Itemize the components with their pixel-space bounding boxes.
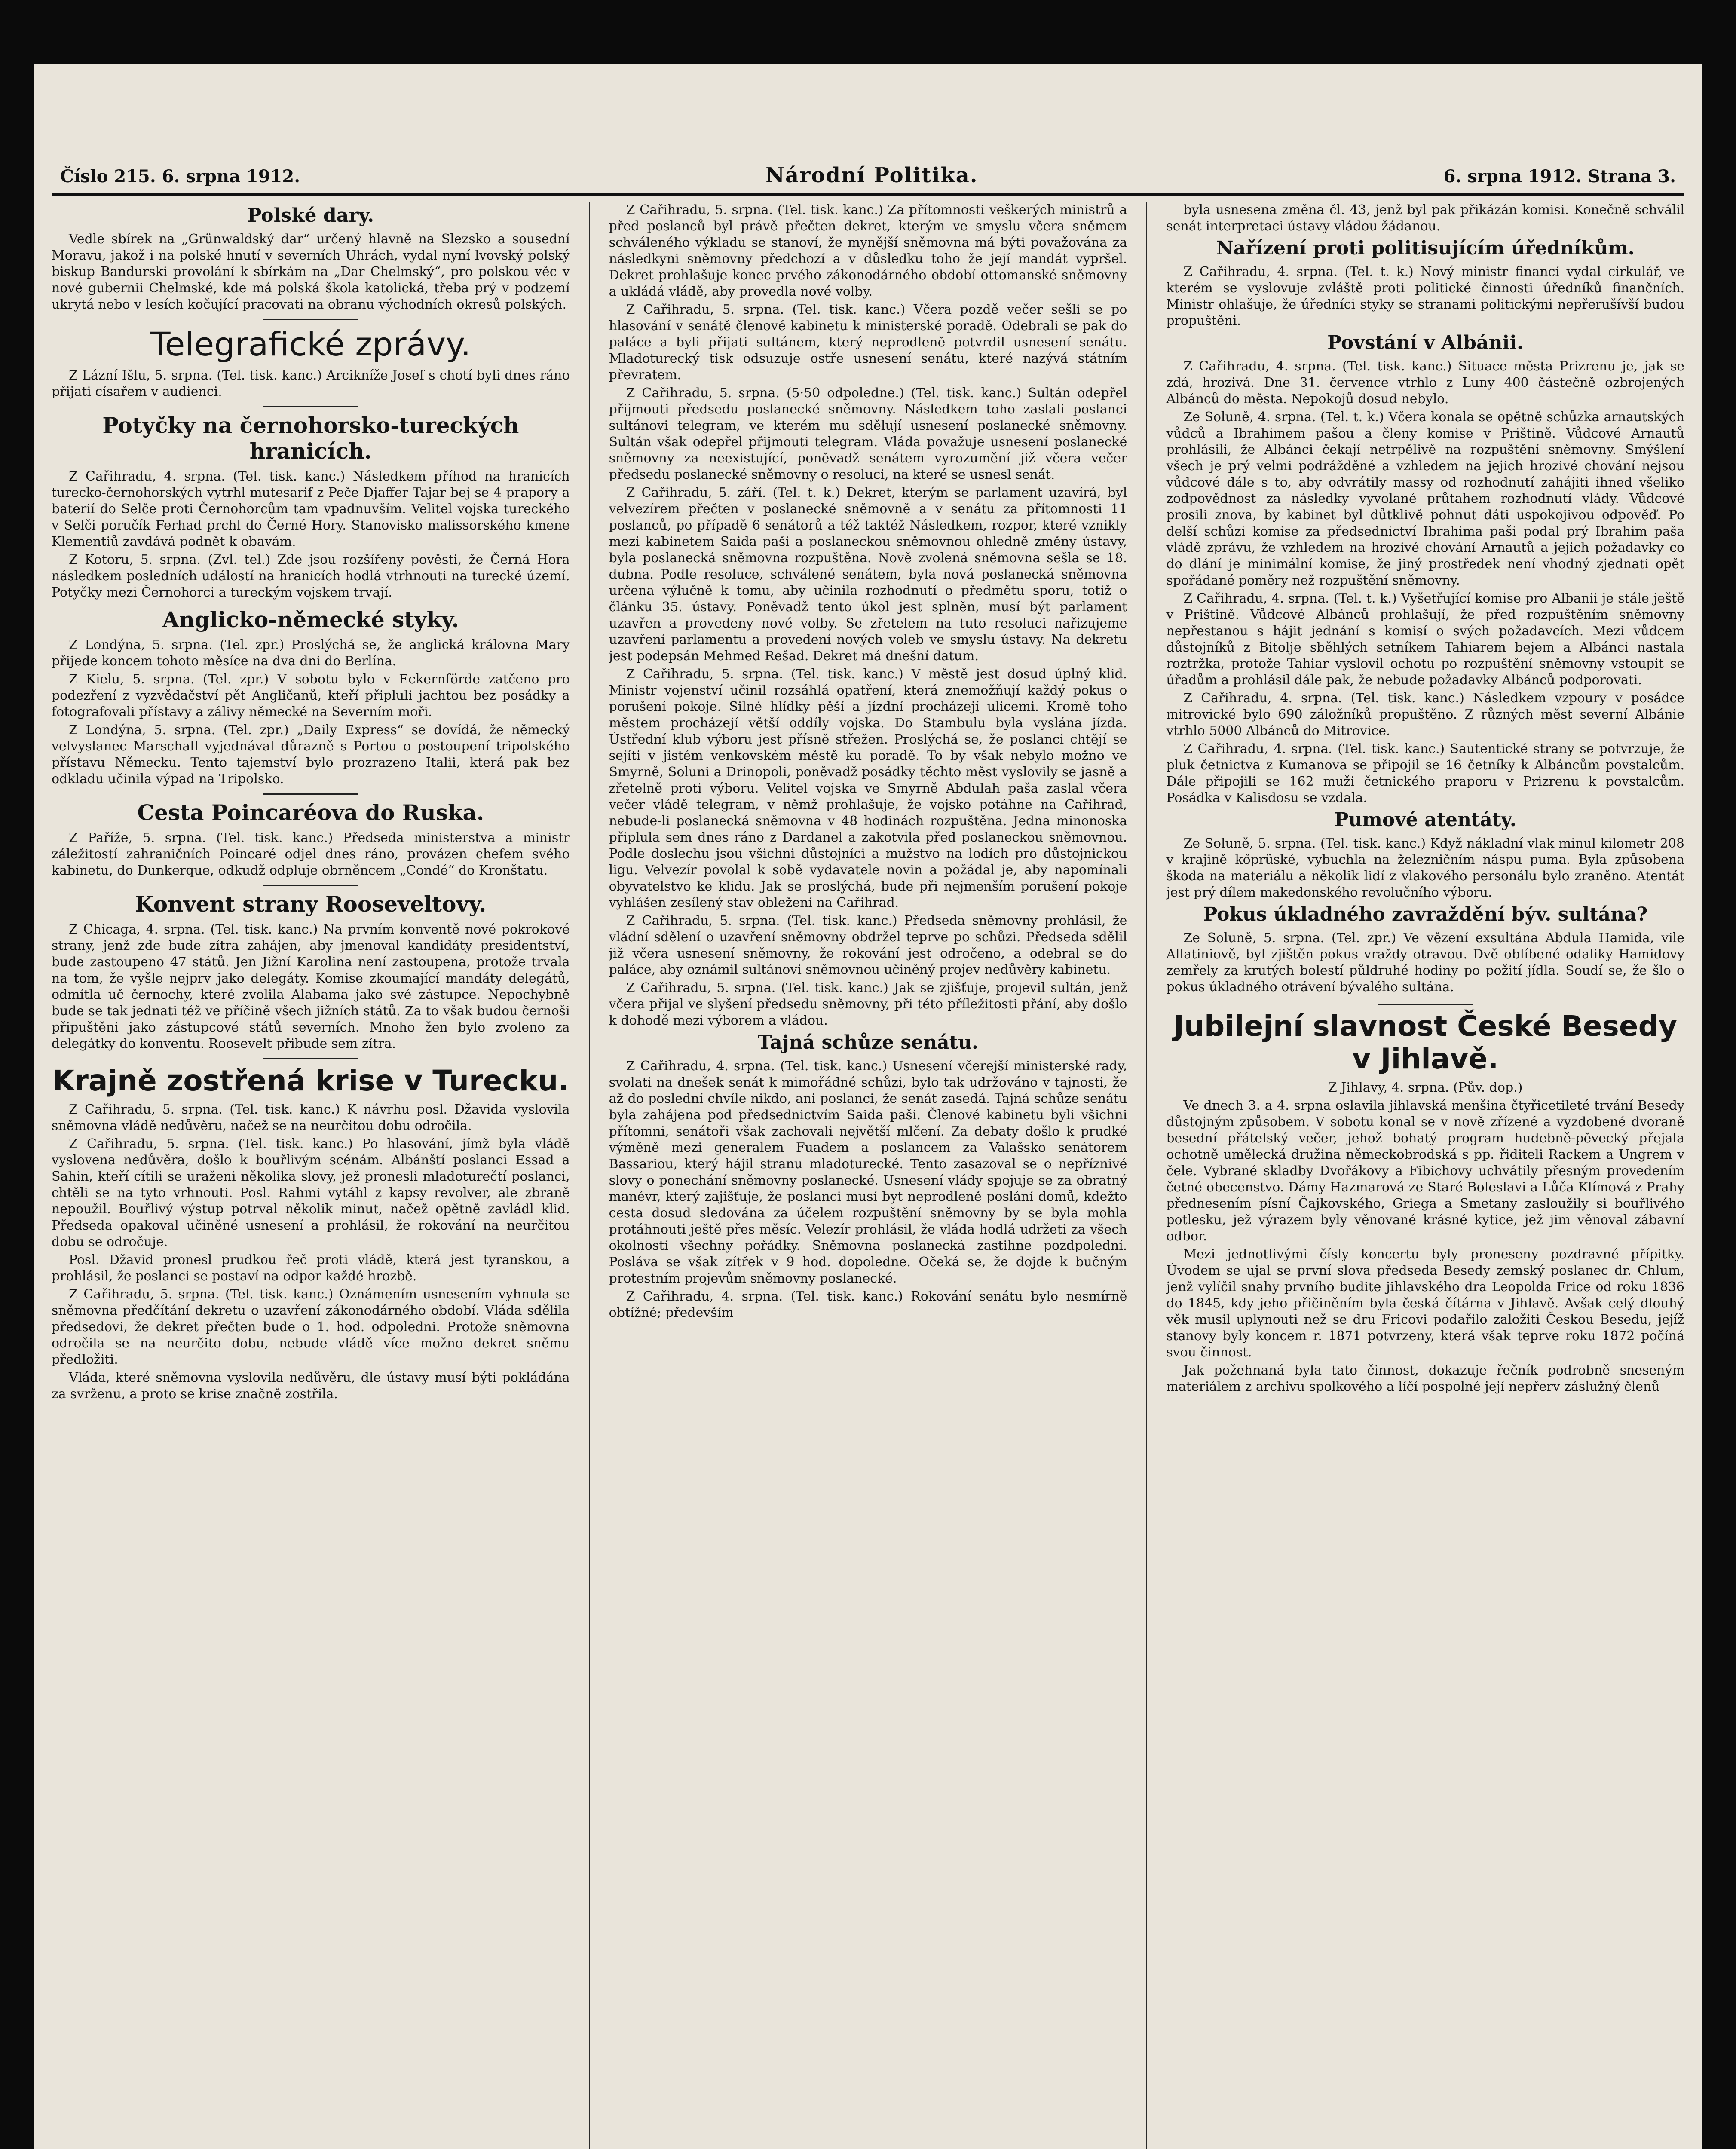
column-1	[52, 202, 570, 2149]
separator	[263, 793, 358, 795]
article-text: Z Cařihradu, 4. srpna. (Tel. t. k.) Nový ministr financí vydal cirkulář, ve kterém se vyslovuje zvláště proti politické činnosti úředníků finančních. Ministr ohlašuje, že úředníci styky se stranami politickými nepřerušívší budou propuštěni.	[1166, 264, 1685, 328]
article-text: Z Paříže, 5. srpna. (Tel. tisk. kanc.) Předseda ministerstva a ministr záležitostí zahraničních Poincaré odjel dnes ráno, provázen chefem svého kabinetu, do Dunkerque, odkudž odpluje obrněncem „Condé“ do Kronštatu.	[52, 830, 570, 878]
article-text: byla usnesena změna čl. 43, jenž byl pak přikázán komisi. Konečně schválil senát interpretaci ústavy vládou žádanou.	[1166, 202, 1685, 234]
article-text: Z Cařihradu, 4. srpna. (Tel. tisk. kanc.) Rokování senátu bylo nesmírně obtížné; především	[609, 1289, 1127, 1320]
article-text: Mezi jednotlivými čísly koncertu byly pronesenу pozdravné přípitky. Úvodem se ujal se první slova předseda Besedy zemský poslanec dr. Chlum, jenž vylíčil snahy prvního budite jihlavského dra Leopolda Frice od roku 1836 do 1845, kdy jeho přičiněním byla česká čítárna v Jihlavě. Avšak celý dlouhý věk musil uplynouti než se dru Fricovi podařilo založiti Českou Besedu, jejíž stanovy byly koncem r. 1871 potvrzeny, která však teprve roku 1872 počíná svou činnost.	[1166, 1247, 1685, 1360]
article-title: Nařízení proti politisujícím úředníkům.	[1216, 237, 1635, 259]
article-dateline: Z Jihlavy, 4. srpna. (Pův. dop.)	[1328, 1080, 1523, 1095]
separator	[263, 319, 358, 320]
article-text: Ve dnech 3. a 4. srpna oslavila jihlavská menšina čtyřicetileté trvání Besedy důstojným způsobem. V sobotu konal se v nově zřízené a vyzdobené dvoraně besední přátelský večer, jehož bohatý program hudebně-pěvecký přejala ochotně umělecká družina německobrodská s pp. řiditeli Rackem a Ungrem v čele. Vybrané skladby Dvořákovy a Fibichovy uchvátily přesným provedením četné obecenstvo. Dámy Hazmarová ze Staré Boleslavi a Lůča Klímová z Prahy přednesením písní Čajkovského, Griega a Smetany zasloužily si bouřlivého potlesku, jež výrazem byly věnované krásné kytice, jež jim věnoval zábavní odbor.	[1166, 1098, 1685, 1244]
article-text: Ze Soluně, 5. srpna. (Tel. zpr.) Ve vězení exsultána Abdula Hamida, vile Allatiniově, byl zjištěn pokus vraždy otravou. Dvě oblíbené odaliky Hamidovy zemřely za krutých bolestí půldruhé hodiny po požití jídla. Soudí se, že šlo o pokus úkladného otrávení bývalého sultána.	[1166, 931, 1685, 995]
article-cesta	[52, 800, 570, 879]
article-title: Potyčky na černohorsko-tureckých hranicích.	[102, 413, 519, 464]
section-title: Telegrafické zprávy.	[150, 325, 471, 363]
article-text: Z Cařihradu, 4. srpna. (Tel. tisk. kanc.) Následkem vzpoury v posádce mitrovické bylo 690 záložníků propuštěno. Z různých měst severní Albánie vtrhlo 5000 Albánců do Mitrovice.	[1166, 691, 1685, 738]
article-text: Z Kielu, 5. srpna. (Tel. zpr.) V sobotu bylo v Eckernförde zatčeno pro podezření z vyzvědačství pět Angličanů, kteří připluli jachtou bez posádky a fotografovali přístavy a zálivy německé na Severním moři.	[52, 672, 570, 719]
article-text: Z Cařihradu, 5. srpna. (Tel. tisk. kanc.) Za přítomnosti veškerých ministrů a před poslanců byl právě přečten dekret, kterým ve smyslu včera sněmem schváleného výkladu se stanoví, že mynější sněmovna má býti považována za následkyni sněmovny předchozí a v důsledku toho že její mandát vypršel. Dekret prohlašuje konec prvého zákonodárného období ottomanské sněmovny a ukládá vládě, aby provedla nové volby.	[609, 202, 1127, 299]
header-issue: Číslo 215. 6. srpna 1912.	[60, 166, 300, 187]
column-2	[609, 202, 1127, 2149]
article-text: Jak požehnaná byla tato činnost, dokazuje řečník podrobně sneseným materiálem z archivu spolkového a líčí pospolné její nepřerv záslužný členů	[1166, 1363, 1685, 1394]
column-3	[1166, 202, 1684, 2149]
article-text: Z Kotoru, 5. srpna. (Zvl. tel.) Zde jsou rozšířeny pověsti, že Černá Hora následkem posledních událostí na hranicích hodlá vtrhnouti na turecké území. Potyčky mezi Černohorci a tureckým vojskem trvají.	[52, 552, 570, 600]
article-text: Ze Soluně, 4. srpna. (Tel. t. k.) Včera konala se opětně schůzka arnautských vůdců a Ibrahimem pašou a členy komise v Prištině. Vůdcové Arnautů prohlásili, že Albánci čekají netrpělivě na rozpuštění sněmovny. Smýšlení všech je prý velmi podrážděné a vzhledem na jejich hrozivé chování nejsou vůdcové dále s to, aby odvrátily massy od rozhodnutí zahájiti ihned všeliko zodpovědnost za následky vyvolané průtahem rozhodnutí vlády. Vůdcové prosili znova, by kabinet byl důtklivě pohnut dáti uspokojivou odpověď. Po delší schůzi komise za předsednictví Ibrahima paši podal prý Ibrahim paša vládě zprávu, že vzhledem na hrozivé chování Arnautů a jejich požadavky co do dlání je minimální komise, že jiný prostředek není vhodný zjednati opět spořádané poměry než rozpuštění sněmovny.	[1166, 410, 1685, 588]
article-text: Z Cařihradu, 5. srpna. (Tel. tisk. kanc.) K návrhu posl. Džavida vyslovila sněmovna vládě nedůvěru, načež se na neurčitou dobu odročila.	[52, 1102, 570, 1133]
article-text: Z Cařihradu, 5. srpna. (Tel. tisk. kanc.) Včera pozdě večer sešli se po hlasování v senátě členové kabinetu k ministerské poradě. Odebrali se pak do paláce a byli přijati sultánem, který neprodleně potvrdil usnesení senátu. Mladoturecký tisk odsuzuje ostře usnesení senátu, které nazývá státním převratem.	[609, 302, 1127, 383]
newspaper-page	[34, 64, 1702, 2149]
article-text: Z Cařihradu, 4. srpna. (Tel. tisk. kanc.) Následkem příhod na hranicích turecko-černohorských vytrhl mutesarif z Peče Djaffer Tajar bej se 4 prapory a baterií do Selče proti Černohorcům tam vpadnuvším. Velitel vojska tureckého v Selči poručík Ferhad prchl do Černé Hory. Stanovisko malissorského kmene Klementiů zavdává podnět k obavám.	[52, 469, 570, 549]
article-text: Vláda, které sněmovna vyslovila nedůvěru, dle ústavy musí býti pokládána za svrženu, a proto se krise značně zostřila.	[52, 1370, 570, 1402]
header-masthead: Národní Politika.	[765, 163, 978, 187]
article-text: Z Cařihradu, 5. srpna. (Tel. tisk. kanc.) Jak se zjišťuje, projevil sultán, jenž včera přijal ve slyšení předsedu sněmovny, při této příležitosti přání, aby došlo k dohodě mezi výborem a vládou.	[609, 980, 1127, 1028]
article-text: Z Londýna, 5. srpna. (Tel. zpr.) „Daily Express“ se dovídá, že německý velvyslanec Marschall vyjednával důrazně s Portou o postoupení tripolského přístavu Německu. Tento tajemství bylo prozrazeno Italii, která pak bez odkladu učinila výpad na Tripolsko.	[52, 722, 570, 787]
article-title: Jubilejní slavnost České Besedy v Jihlavě.	[1173, 1010, 1677, 1075]
article-text: Z Cařihradu, 4. srpna. (Tel. t. k.) Vyšetřující komise pro Albanii je stále ještě v Prištině. Vůdcové Albánců prohlašují, že před rozpuštěním sněmovny nepřestanou s hájit jednání s komisí o svých požadavcích. Mezi vůdcem důstojníků z Bitolje sběhlých setníkem Tahiarem bejem a Albánci nastala roztržka, protože Tahiar vyslovil ochotu po rozpuštění sněmovny vstoupit se úřadům a prohlásil dále pak, že nebude požadavky Albánců podporovati.	[1166, 591, 1685, 688]
article-text: Z Cařihradu, 5. srpna. (5·50 odpoledne.) (Tel. tisk. kanc.) Sultán odepřel přijmouti předsedu poslanecké sněmovny. Následkem toho zaslali poslanci sultánovi telegram, ve kterém mu sdělují usnesení poslanecké sněmovny. Sultán však odepřel přijmouti telegram. Vláda považuje usnesení poslanecké sněmovny za neexistující, poněvadž senátem vyrozumění již včera večer předsedu poslanecké sněmovny o resoluci, na které se usnesl senát.	[609, 386, 1127, 482]
article-text: Z Lázní Išlu, 5. srpna. (Tel. tisk. kanc.) Arcikníže Josef s chotí byli dnes ráno přijati císařem v audienci.	[52, 368, 570, 399]
article-polske-dary	[52, 205, 570, 313]
article-text: Vedle sbírek na „Grünwaldský dar“ určený hlavně na Slezsko a sousední Moravu, jakož i na polské hnutí v severních Uhrách, vydal nyní lvovský polský biskup Bandurski provolání k sbírkám na „Dar Chelmský“, pro polskou věc v nové gubernii Chelmské, kde má polská škola katolická, třeba prý v podzemí ukrytá nebo v lesích kočující pracovati na obranu východních okresů polských.	[52, 232, 570, 312]
article-text: Z Cařihradu, 4. srpna. (Tel. tisk. kanc.) Situace města Prizrenu je, jak se zdá, hrozivá. Dne 31. července vtrhlo z Luny 400 částečně ozbrojených Albánců do města. Nepokojů dosud nebylo.	[1166, 359, 1685, 407]
article-text: Z Cařihradu, 5. srpna. (Tel. tisk. kanc.) Po hlasování, jímž byla vládě vyslovena nedůvěra, došlo k bouřlivým scénám. Albánští poslanci Essad a Sahin, kteří cítili se uraženi několika slovy, jež pronesli mladoturečtí poslanci, chtěli se na tyto vrhnouti. Posl. Rahmi vytáhl z kapsy revolver, ale zbraně nepoužil. Bouřlivý výstup potrval několik minut, načež opětně zavládl klid. Předseda opakoval učiněné usnesení a prohlásil, že rokování na neurčitou dobu se odročuje.	[52, 1136, 570, 1249]
article-text: Z Cařihradu, 4. srpna. (Tel. tisk. kanc.) Sautentické strany se potvrzuje, že pluk četnictva z Kumanova se připojil se 16 četníky k Albáncům povstalcům. Dále připojili se 162 muži četnického praporu v Prizrenu k povstalcům. Posádka v Kalisdosu se vzdala.	[1166, 741, 1685, 805]
article-konvent	[52, 891, 570, 1052]
article-title: Pumové atentáty.	[1334, 809, 1517, 831]
article-text: Z Cařihradu, 5. srpna. (Tel. tisk. kanc.) Předseda sněmovny prohlásil, že vládní sdělení o uzavření sněmovny obdržel teprve po schůzi. Předseda sdělil již včera usnesení sněmovny, že rokování jest odročeno, a odebral se do paláce, aby oznámil sultánovi sněmovnou učiněný projev nedůvěry kabinetu.	[609, 913, 1127, 977]
article-text: Z Cařihradu, 4. srpna. (Tel. tisk. kanc.) Usnesení včerejší ministerské rady, svolati na dnešek senát k mimořádné schůzi, bylo tak udržováno v tajnosti, že až do poslední chvíle nikdo, ani poslanci, že senát zasedá. Tajná schůze senátu byla zahájena pod předsednictvím Saida paši. Členové kabinetu byli všichni přítomni, senátoři však zachovali největší mlčení. Za debaty došlo k prudké výměně mezi generalem Fuadem a poslancem za Valašsko senátorem Bassariou, který hájil stranu mladoturecké. Tento zasazoval se o nepříznivé slovy o ponechání sněmovny poslanecké. Usnesení vlády spojuje se za obratný manévr, který zajišťuje, že poslanci musí byt neprodleně poslání domů, kdežto cesta dosud sledována za účelem rozpuštění sněmovny by se byla mohla protáhnouti ještě přes měsíc. Velezír prohlásil, že vláda hodlá udržeti za všech okolností všechny pořádky. Sněmovna poslanecká zastihne pozdpolední. Posláva se však zítřek v 9 hod. dopoledne. Očeká se, že dojde k bučným protestním projevům sněmovny poslanecké.	[609, 1059, 1127, 1286]
separator	[263, 406, 358, 407]
article-title: Tajná schůze senátu.	[757, 1032, 979, 1053]
article-potycky	[52, 413, 570, 601]
article-krajne	[52, 1065, 570, 1402]
article-text: Z Chicaga, 4. srpna. (Tel. tisk. kanc.) Na prvním konventě nové pokrokové strany, jenž zde bude zítra zahájen, aby jmenoval kandidáty presidentství, bude zastoupeno 47 států. Jen Jižní Karolina není zastoupena, protože trvala na tom, že vyšle nejprv jako delegáty. Komise zkoumající mandáty delegátů, odmítla uč černochy, které zvolila Alabama jako své zástupce. Nepochybně bude se tak jednati též ve příčině všech jižních států. Za to však budou černoši připuštěni jako zástupcové států severních. Mnoho žen bylo zvoleno za delegátky do konventu. Roosevelt přibude sem zítra.	[52, 922, 570, 1051]
columns	[52, 202, 1684, 2149]
page-header	[34, 163, 1702, 189]
article-text: Z Cařihradu, 5. září. (Tel. t. k.) Dekret, kterým se parlament uzavírá, byl velvezírem přečten v poslanecké sněmovně a v senátu za přítomnosti 11 poslanců, po případě 6 senátorů a též taktéž Následkem, rozpor, které vznikly mezi kabinetem Saida paši a poslaneckou sněmovnou ohledně změny ústavy, byla poslanecká sněmovna rozpuštěna. Nově zvolená sněmovna sešla se 18. dubna. Podle resoluce, schválené senátem, byla nová poslanecká sněmovna určena výlučně k tomu, aby učinila rozhodnutí o předmětu sporu, totiž o článku 35. ústavy. Poněvadž tento úkol jest splněn, musí být parlament uzavřen a provedeny nové volby. Se zřetelem na tuto resoluci nařizujeme uzavření parlamentu a provedení nových voleb ve smyslu ústavy. Na dekretu jest podepsán Mehmed Rešad. Dekret má dnešní datum.	[609, 485, 1127, 664]
column-rule	[589, 202, 590, 2149]
header-page: 6. srpna 1912. Strana 3.	[1443, 166, 1676, 187]
separator	[263, 885, 358, 886]
article-title: Anglicko-německé styky.	[162, 607, 459, 632]
article-title: Cesta Poincaréova do Ruska.	[137, 800, 484, 825]
column-rule	[1146, 202, 1147, 2149]
article-title: Polské dary.	[247, 205, 374, 227]
article-telegraficke-zpravy	[52, 325, 570, 400]
article-text: Z Londýna, 5. srpna. (Tel. zpr.) Proslýchá se, že anglická královna Mary přijede koncem tohoto měsíce na dva dni do Berlína.	[52, 637, 570, 669]
separator	[263, 1058, 358, 1059]
article-anglicko	[52, 607, 570, 787]
article-title: Konvent strany Rooseveltovy.	[135, 891, 487, 917]
article-text: Z Cařihradu, 5. srpna. (Tel. tisk. kanc.) V městě jest dosud úplný klid. Ministr vojenství učinil rozsáhlá opatření, která znemožňují každý pokus o porušení pokoje. Silné hlídky pěší a jízdní procházejí ulicemi. Kromě toho městem procházejí větší oddíly vojska. Do Stambulu byla vyslána jízda. Ústřední klub výboru jest přísně střežen. Proslýchá se, že poslanci chtějí se sejíti v jistém venkovském městě ku poradě. To by však nebylo možno ve Smyrně, Soluni a Drinopoli, poněvadž posádky těchto měst vyslovily se jasně a zřetelně proti výboru. Velitel vojska ve Smyrně Abdulah paša zaslal včera večer vládě telegram, v němž prohlašuje, že vojsko potáhne na Cařihrad, nebude-li poslanecká sněmovna v 48 hodinách rozpuštěna. Jedna minonoska připlula sem dnes ráno z Dardanel a zakotvila před poslaneckou sněmovnou. Podle doslechu jsou všichni důstojníci a mužstvo na lodích pro důstojnickou ligu. Velvezír povolal k sobě vydavatele novin a požádal je, aby napomínali obyvatelstvo ke klidu. Jak se proslýchá, bude při nejmenším porušení pokoje vyhlášen zesílený stav obležení na Cařihrad.	[609, 667, 1127, 910]
article-text: Z Cařihradu, 5. srpna. (Tel. tisk. kanc.) Oznámením usnesením vyhnula se sněmovna předčítání dekretu o uzavření zákonodárného období. Vláda sdělila předsedovi, že dekret přečten bude o 1. hod. odpoledni. Protože sněmovna odročila se na neurčito dobu, nebude vládě více možno dekret sněmu předložiti.	[52, 1287, 570, 1367]
article-title: Pokus úkladného zavraždění býv. sultána?	[1203, 903, 1648, 925]
article-title: Povstání v Albánii.	[1327, 332, 1524, 354]
separator	[1378, 1001, 1473, 1005]
article-text: Ze Soluně, 5. srpna. (Tel. tisk. kanc.) Když nákladní vlak minul kilometr 208 v krajině kőprüské, vybuchla na železničním náspu puma. Byla způsobena škoda na materiálu a několik lidí z vlakového personálu bylo zraněno. Atentát jest prý dílem makedonského revolučního výboru.	[1166, 836, 1685, 900]
article-text: Posl. Džavid pronesl prudkou řeč proti vládě, která jest tyranskou, a prohlásil, že poslanci se postaví na odpor každé hrozbě.	[52, 1252, 570, 1284]
article-title: Krajně zostřená krise v Turecku.	[52, 1064, 569, 1097]
header-rule	[52, 193, 1684, 196]
